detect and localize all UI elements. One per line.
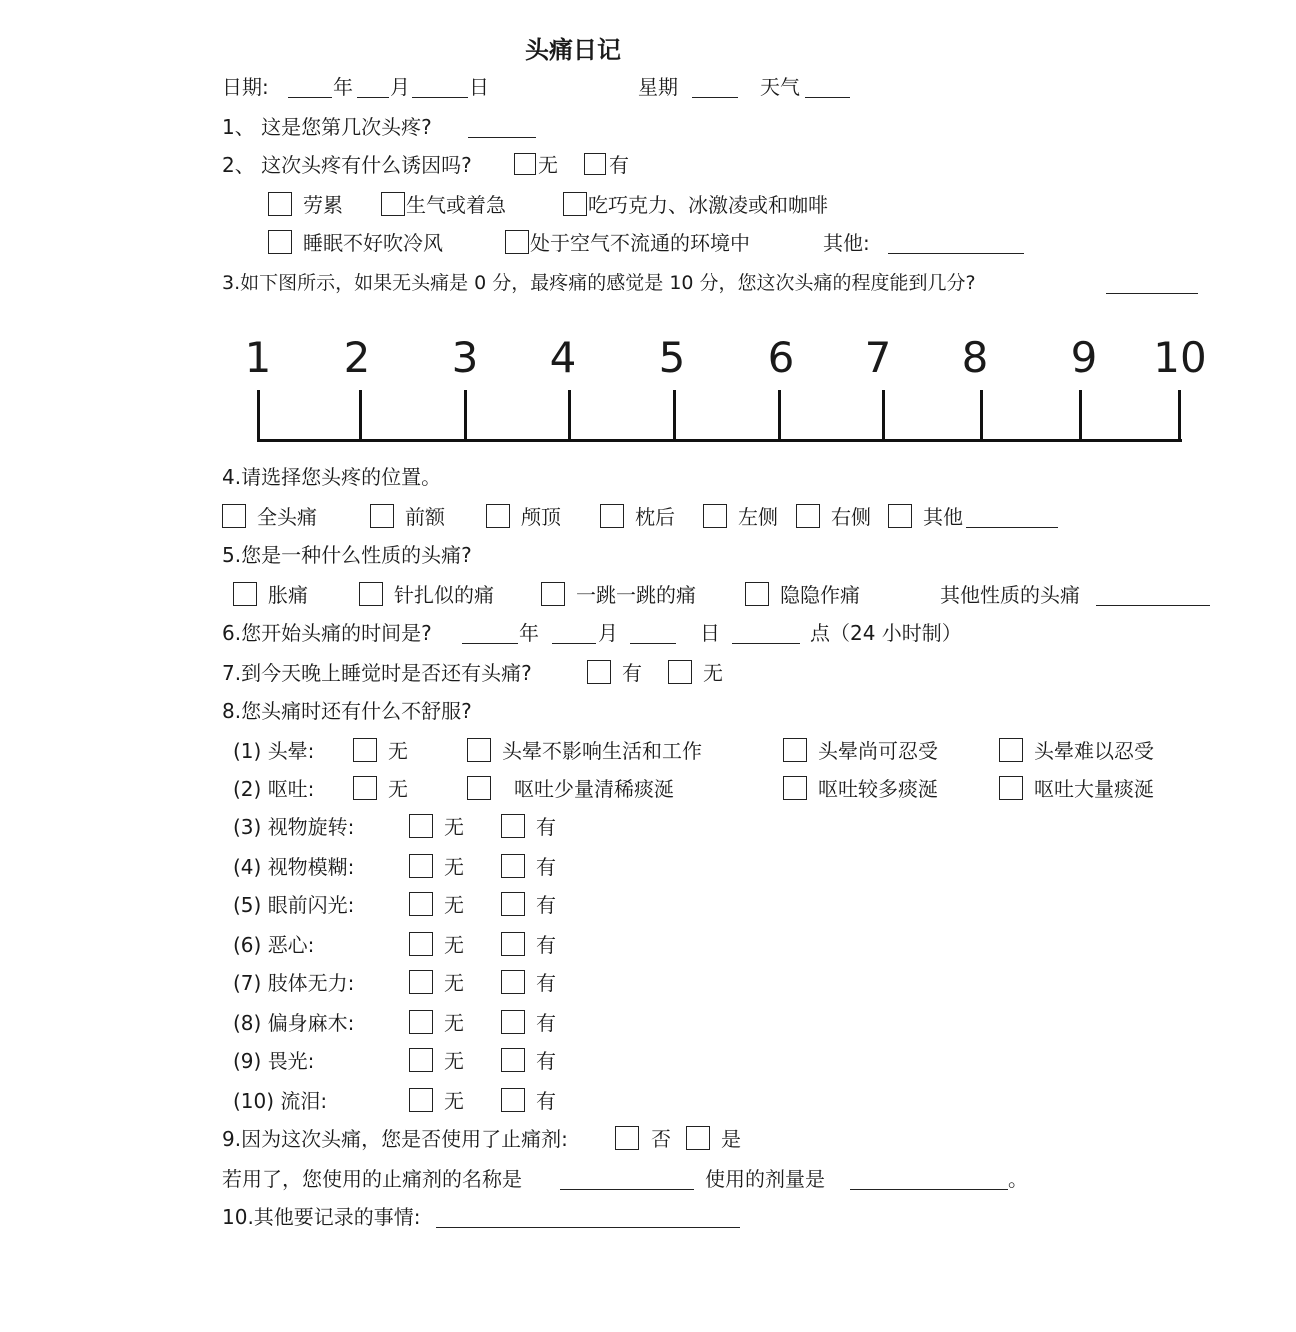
pain-scale	[0, 325, 1296, 455]
q5-option-label: 隐隐作痛	[780, 583, 860, 607]
q8-symptom-yes-checkbox[interactable]	[501, 970, 525, 994]
q9-dose-label: 使用的剂量是	[705, 1167, 825, 1191]
q8-vomit-checkbox[interactable]	[999, 776, 1023, 800]
q8-symptom-yes-label: 有	[536, 1011, 556, 1035]
q1-label: 1、 这是您第几次头疼?	[222, 115, 432, 139]
q5-option-label: 一跳一跳的痛	[576, 583, 696, 607]
q8-symptom-yes-label: 有	[536, 1049, 556, 1073]
q2-yes-label: 有	[609, 153, 629, 177]
pain-scale-tick[interactable]	[1079, 390, 1082, 442]
q5-other-field[interactable]	[1096, 605, 1210, 606]
pain-scale-number: 1	[244, 333, 272, 382]
q8-symptom-no-checkbox[interactable]	[409, 892, 433, 916]
q2-option-label: 吃巧克力、冰激凌或和咖啡	[588, 193, 828, 217]
q2-option-label: 生气或着急	[406, 193, 506, 217]
q8-dizzy-label: (1) 头晕:	[233, 739, 315, 763]
q8-symptom-yes-checkbox[interactable]	[501, 932, 525, 956]
q3-label: 3.如下图所示，如果无头痛是 0 分，最疼痛的感觉是 10 分，您这次头痛的程度能到几分?	[222, 272, 976, 294]
q4-option-checkbox[interactable]	[486, 504, 510, 528]
q6-year-label: 年	[519, 621, 539, 645]
q8-symptom-no-checkbox[interactable]	[409, 1010, 433, 1034]
q8-dizzy-option: 头晕不影响生活和工作	[502, 739, 702, 763]
q4-option-label: 全头痛	[257, 505, 317, 529]
q8-symptom-yes-checkbox[interactable]	[501, 1010, 525, 1034]
q2-yes-checkbox[interactable]	[584, 153, 606, 175]
q4-label: 4.请选择您头疼的位置。	[222, 465, 442, 489]
pain-scale-baseline	[257, 439, 1182, 442]
pain-scale-number: 9	[1070, 333, 1098, 382]
q5-option-checkbox[interactable]	[745, 582, 769, 606]
q8-symptom-no-label: 无	[444, 1011, 464, 1035]
page-title: 头痛日记	[525, 36, 621, 64]
q4-option-checkbox[interactable]	[796, 504, 820, 528]
q2-other-label: 其他:	[823, 231, 870, 255]
pain-scale-tick[interactable]	[882, 390, 885, 442]
q8-symptom-label: (8) 偏身麻木:	[233, 1011, 355, 1035]
year-label: 年	[333, 75, 353, 99]
q9-no-checkbox[interactable]	[615, 1126, 639, 1150]
q8-symptom-label: (10) 流泪:	[233, 1089, 328, 1113]
q8-symptom-label: (3) 视物旋转:	[233, 815, 355, 839]
q2-option-checkbox[interactable]	[563, 192, 587, 216]
q6-hour-label: 点（24 小时制）	[810, 621, 962, 645]
q2-other-field[interactable]	[888, 253, 1024, 254]
q8-symptom-yes-checkbox[interactable]	[501, 814, 525, 838]
pain-scale-number: 5	[658, 333, 686, 382]
q6-day-field[interactable]	[630, 643, 676, 644]
q9-dose-field[interactable]	[850, 1189, 1008, 1190]
q2-option-label: 睡眠不好吹冷风	[303, 231, 443, 255]
q2-option-label: 劳累	[303, 193, 343, 217]
q8-symptom-yes-label: 有	[536, 855, 556, 879]
q8-vomit-checkbox[interactable]	[467, 776, 491, 800]
q9-med-name-field[interactable]	[560, 1189, 694, 1190]
q8-symptom-yes-checkbox[interactable]	[501, 892, 525, 916]
q7-no-label: 无	[703, 661, 723, 685]
q5-option-checkbox[interactable]	[359, 582, 383, 606]
pain-scale-tick[interactable]	[673, 390, 676, 442]
q4-option-label: 左侧	[738, 505, 778, 529]
weekday-label: 星期	[638, 75, 678, 99]
pain-scale-number: 4	[549, 333, 577, 382]
q4-option-label: 其他	[923, 505, 963, 529]
date-label: 日期:	[222, 75, 269, 99]
q6-year-field[interactable]	[462, 643, 518, 644]
q8-symptom-label: (4) 视物模糊:	[233, 855, 355, 879]
q8-symptom-yes-label: 有	[536, 815, 556, 839]
q8-symptom-no-label: 无	[444, 893, 464, 917]
pain-scale-number: 2	[343, 333, 371, 382]
q8-vomit-checkbox[interactable]	[783, 776, 807, 800]
q8-symptom-yes-label: 有	[536, 1089, 556, 1113]
q7-label: 7.到今天晚上睡觉时是否还有头痛?	[222, 661, 532, 685]
q4-option-checkbox[interactable]	[703, 504, 727, 528]
q8-symptom-no-checkbox[interactable]	[409, 1088, 433, 1112]
q6-day-label: 日	[700, 621, 720, 645]
q8-symptom-label: (6) 恶心:	[233, 933, 315, 957]
q9-med-name-label: 若用了，您使用的止痛剂的名称是	[222, 1167, 522, 1191]
q8-symptom-no-checkbox[interactable]	[409, 970, 433, 994]
q2-option-label: 处于空气不流通的环境中	[530, 231, 750, 255]
q2-option-checkbox[interactable]	[505, 230, 529, 254]
q8-vomit-label: (2) 呕吐:	[233, 777, 315, 801]
q6-month-field[interactable]	[552, 643, 596, 644]
q8-symptom-no-label: 无	[444, 815, 464, 839]
q1-answer-field[interactable]	[468, 137, 536, 138]
q10-label: 10.其他要记录的事情:	[222, 1205, 421, 1229]
q8-dizzy-checkbox[interactable]	[467, 738, 491, 762]
q7-no-checkbox[interactable]	[668, 660, 692, 684]
q8-symptom-no-label: 无	[444, 1049, 464, 1073]
q9-yes-label: 是	[721, 1127, 741, 1151]
q2-option-checkbox[interactable]	[268, 192, 292, 216]
q8-dizzy-option: 无	[388, 739, 408, 763]
q2-none-label: 无	[538, 153, 558, 177]
q7-yes-checkbox[interactable]	[587, 660, 611, 684]
q8-symptom-yes-checkbox[interactable]	[501, 1088, 525, 1112]
q8-symptom-label: (9) 畏光:	[233, 1049, 315, 1073]
q2-none-checkbox[interactable]	[514, 153, 536, 175]
pain-scale-tick[interactable]	[980, 390, 983, 442]
month-field[interactable]	[357, 97, 389, 98]
q8-dizzy-checkbox[interactable]	[999, 738, 1023, 762]
day-label: 日	[469, 75, 489, 99]
q8-vomit-checkbox[interactable]	[353, 776, 377, 800]
pain-scale-number: 3	[451, 333, 479, 382]
pain-scale-number: 6	[767, 333, 795, 382]
q8-symptom-no-checkbox[interactable]	[409, 854, 433, 878]
q5-option-label: 胀痛	[268, 583, 308, 607]
pain-scale-number: 8	[961, 333, 989, 382]
q5-label: 5.您是一种什么性质的头痛?	[222, 543, 472, 567]
pain-scale-tick[interactable]	[568, 390, 571, 442]
q8-dizzy-checkbox[interactable]	[353, 738, 377, 762]
weather-label: 天气	[760, 75, 800, 99]
month-label: 月	[390, 75, 410, 99]
pain-scale-tick[interactable]	[464, 390, 467, 442]
q9-end-mark: 。	[1008, 1167, 1028, 1191]
q8-vomit-option: 呕吐少量清稀痰涎	[514, 777, 674, 801]
q8-dizzy-checkbox[interactable]	[783, 738, 807, 762]
pain-scale-number: 10	[1153, 333, 1207, 382]
pain-scale-tick[interactable]	[1178, 390, 1181, 442]
q10-notes-field[interactable]	[436, 1227, 740, 1228]
q8-symptom-yes-checkbox[interactable]	[501, 1048, 525, 1072]
q8-symptom-yes-label: 有	[536, 933, 556, 957]
q9-yes-checkbox[interactable]	[686, 1126, 710, 1150]
q8-symptom-label: (7) 肢体无力:	[233, 971, 355, 995]
q5-option-checkbox[interactable]	[541, 582, 565, 606]
q4-other-field[interactable]	[966, 527, 1058, 528]
q8-vomit-option: 呕吐大量痰涎	[1034, 777, 1154, 801]
q8-label: 8.您头痛时还有什么不舒服?	[222, 699, 472, 723]
year-field[interactable]	[288, 97, 332, 98]
pain-scale-tick[interactable]	[257, 390, 260, 442]
weather-field[interactable]	[805, 97, 850, 98]
q4-option-label: 右侧	[831, 505, 871, 529]
q4-option-checkbox[interactable]	[888, 504, 912, 528]
q8-symptom-yes-label: 有	[536, 893, 556, 917]
q8-symptom-yes-checkbox[interactable]	[501, 854, 525, 878]
q2-option-checkbox[interactable]	[381, 192, 405, 216]
pain-scale-number: 7	[864, 333, 892, 382]
q2-option-checkbox[interactable]	[268, 230, 292, 254]
q8-vomit-option: 无	[388, 777, 408, 801]
q8-symptom-no-label: 无	[444, 855, 464, 879]
weekday-field[interactable]	[692, 97, 738, 98]
q8-symptom-no-label: 无	[444, 1089, 464, 1113]
q8-dizzy-option: 头晕难以忍受	[1034, 739, 1154, 763]
q9-label: 9.因为这次头痛，您是否使用了止痛剂:	[222, 1127, 568, 1151]
q8-dizzy-option: 头晕尚可忍受	[818, 739, 938, 763]
q8-symptom-no-label: 无	[444, 933, 464, 957]
q8-symptom-label: (5) 眼前闪光:	[233, 893, 355, 917]
q8-vomit-option: 呕吐较多痰涎	[818, 777, 938, 801]
q4-option-label: 前额	[405, 505, 445, 529]
q8-symptom-yes-label: 有	[536, 971, 556, 995]
q4-option-checkbox[interactable]	[370, 504, 394, 528]
q8-symptom-no-label: 无	[444, 971, 464, 995]
q6-hour-field[interactable]	[732, 643, 800, 644]
q4-option-label: 枕后	[635, 505, 675, 529]
q8-symptom-no-checkbox[interactable]	[409, 932, 433, 956]
q8-symptom-no-checkbox[interactable]	[409, 814, 433, 838]
pain-scale-tick[interactable]	[778, 390, 781, 442]
q5-option-checkbox[interactable]	[233, 582, 257, 606]
day-field[interactable]	[412, 97, 468, 98]
q3-answer-field[interactable]	[1106, 293, 1198, 294]
q8-symptom-no-checkbox[interactable]	[409, 1048, 433, 1072]
q4-option-checkbox[interactable]	[222, 504, 246, 528]
q6-label: 6.您开始头痛的时间是?	[222, 621, 432, 645]
q4-option-checkbox[interactable]	[600, 504, 624, 528]
pain-scale-tick[interactable]	[359, 390, 362, 442]
q5-other-label: 其他性质的头痛	[940, 583, 1080, 607]
q9-no-label: 否	[651, 1127, 671, 1151]
q5-option-label: 针扎似的痛	[394, 583, 494, 607]
q6-month-label: 月	[598, 621, 618, 645]
q4-option-label: 颅顶	[521, 505, 561, 529]
q2-label: 2、 这次头疼有什么诱因吗?	[222, 153, 472, 177]
q7-yes-label: 有	[622, 661, 642, 685]
